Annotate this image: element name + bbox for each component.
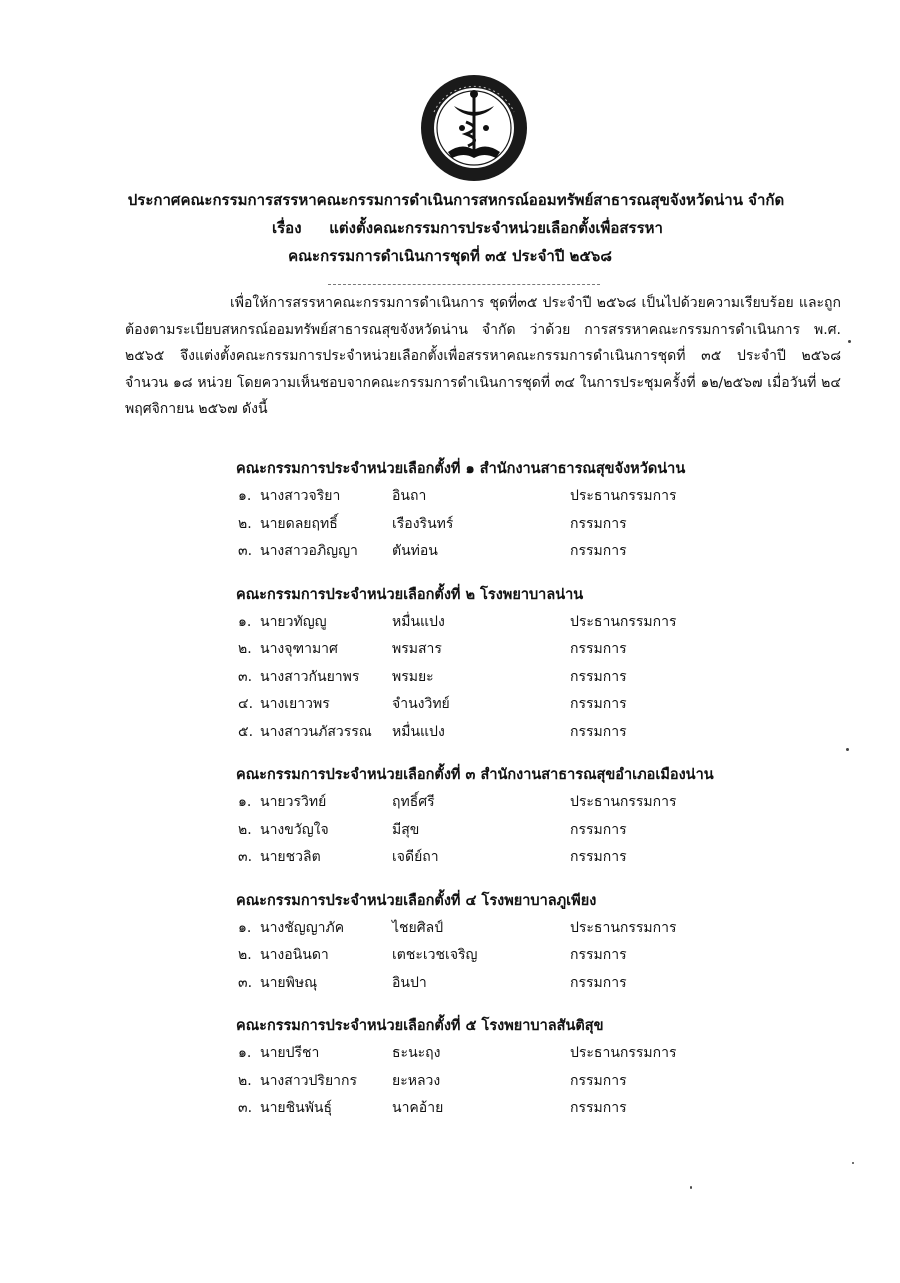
title-line-1: ประกาศคณะกรรมการสรรหาคณะกรรมการดำเนินการสหกรณ์ออมทรัพย์สาธารณสุขจังหวัดน่าน จำกัด: [127, 191, 785, 209]
member-number: ๑.: [238, 919, 252, 936]
member-number: ๑.: [238, 613, 252, 630]
member-row: [0, 483, 900, 511]
member-first-name: นายวรวิทย์: [260, 794, 327, 810]
member-role: กรรมการ: [570, 543, 627, 559]
member-first-name: นางอนินดา: [260, 947, 329, 963]
member-first-name: นางขวัญใจ: [260, 821, 329, 838]
member-first-name: นางเยาวพร: [260, 696, 330, 712]
member-role: ประธานกรรมการ: [570, 488, 677, 504]
member-role: กรรมการ: [570, 1072, 627, 1089]
member-number: ๕.: [238, 723, 254, 740]
dashed-divider: [328, 284, 600, 285]
committee-unit-3: [0, 762, 900, 872]
member-row: [0, 789, 900, 817]
member-first-name: นายวทัญญู: [260, 613, 327, 630]
member-first-name: นางจุฑามาศ: [260, 641, 338, 657]
scan-speck: [852, 1162, 854, 1164]
member-last-name: ไชยศิลป์: [392, 919, 444, 936]
unit-title: คณะกรรมการประจำหน่วยเลือกตั้งที่ ๑ สำนักงานสาธารณสุขจังหวัดน่าน: [236, 461, 686, 477]
intro-section: [125, 290, 841, 423]
member-first-name: นางสาวกันยาพร: [260, 668, 360, 685]
member-last-name: เจดีย์ถา: [392, 849, 439, 865]
cooperative-seal-logo: [418, 72, 530, 184]
member-role: กรรมการ: [570, 515, 627, 532]
committee-unit-1: [0, 456, 900, 566]
member-last-name: ยะหลวง: [392, 1072, 441, 1089]
unit-title: คณะกรรมการประจำหน่วยเลือกตั้งที่ ๒ โรงพยาบาลน่าน: [236, 586, 584, 603]
member-number: ๑.: [238, 794, 252, 810]
member-last-name: เรืองรินทร์: [392, 515, 454, 532]
subject-label: เรื่อง: [272, 219, 302, 237]
member-first-name: นางสาวจริยา: [260, 488, 341, 504]
member-role: กรรมการ: [570, 849, 627, 865]
member-last-name: อินถา: [392, 488, 427, 504]
member-last-name: นาคอ้าย: [392, 1100, 444, 1116]
member-role: กรรมการ: [570, 821, 627, 838]
member-number: ๒.: [238, 1072, 252, 1089]
member-first-name: นายชินพันธุ์: [260, 1100, 333, 1116]
member-role: กรรมการ: [570, 723, 627, 740]
unit-title: คณะกรรมการประจำหน่วยเลือกตั้งที่ ๕ โรงพยาบาลสันติสุข: [236, 1018, 604, 1034]
member-first-name: นางชัญญาภัค: [260, 919, 345, 936]
member-row: [0, 915, 900, 943]
member-last-name: ฤทธิ์ศรี: [392, 794, 435, 810]
member-last-name: อินปา: [392, 974, 427, 991]
member-role: ประธานกรรมการ: [570, 1045, 677, 1061]
member-number: ๑.: [238, 488, 252, 504]
member-row: [0, 1095, 900, 1123]
member-row: [0, 511, 900, 539]
title-subject-line: [0, 214, 900, 242]
committee-units: [0, 456, 900, 1139]
member-number: ๒.: [238, 821, 252, 838]
member-row: [0, 719, 900, 747]
member-last-name: ธะนะฤง: [392, 1045, 441, 1061]
member-role: กรรมการ: [570, 641, 627, 657]
scan-speck: [690, 1186, 692, 1189]
member-number: ๔.: [238, 696, 254, 712]
member-last-name: พรมสาร: [392, 641, 442, 657]
committee-unit-5: [0, 1013, 900, 1123]
member-first-name: นางสาวปริยากร: [260, 1072, 358, 1089]
member-role: ประธานกรรมการ: [570, 613, 677, 630]
member-last-name: พรมยะ: [392, 668, 434, 685]
member-role: กรรมการ: [570, 1100, 627, 1116]
committee-unit-2: [0, 582, 900, 747]
member-role: ประธานกรรมการ: [570, 794, 677, 810]
member-number: ๓.: [238, 849, 253, 865]
member-first-name: นายปรีชา: [260, 1045, 320, 1061]
member-row: [0, 942, 900, 970]
member-first-name: นายดลยฤทธิ์: [260, 515, 338, 532]
member-last-name: หมื่นแปง: [392, 723, 445, 740]
title-line-3: คณะกรรมการดำเนินการชุดที่ ๓๕ ประจำปี ๒๕๖๘: [288, 247, 612, 265]
scan-speck: [846, 748, 849, 751]
member-number: ๓.: [238, 668, 253, 685]
member-row: [0, 844, 900, 872]
member-number: ๓.: [238, 543, 253, 559]
member-number: ๒.: [238, 947, 252, 963]
member-role: กรรมการ: [570, 668, 627, 685]
member-number: ๓.: [238, 974, 253, 991]
member-role: กรรมการ: [570, 974, 627, 991]
member-number: ๑.: [238, 1045, 252, 1061]
member-row: [0, 817, 900, 845]
member-row: [0, 970, 900, 998]
member-first-name: นางสาวอภิญญา: [260, 543, 358, 559]
member-last-name: ตันท่อน: [392, 543, 438, 559]
unit-title: คณะกรรมการประจำหน่วยเลือกตั้งที่ ๔ โรงพยาบาลภูเพียง: [236, 892, 597, 909]
member-first-name: นางสาวนภัสวรรณ: [260, 723, 372, 740]
member-last-name: จำนงวิทย์: [392, 696, 450, 712]
member-row: [0, 1040, 900, 1068]
member-number: ๒.: [238, 515, 252, 532]
scan-speck: [848, 340, 851, 343]
member-row: [0, 538, 900, 566]
member-role: กรรมการ: [570, 696, 627, 712]
intro-paragraph: เพื่อให้การสรรหาคณะกรรมการดำเนินการ ชุดที่๓๕ ประจำปี ๒๕๖๘ เป็นไปด้วยความเรียบร้อย และถูกต้องตามระเบียบสหกรณ์ออมทรัพย์สาธารณสุขจังหวัดน่าน จำกัด ว่าด้วย การสรรหาคณะกรรมการดำเนินการ พ.ศ. ๒๕๖๕ จึงแต่งตั้งคณะกรรมการประจำหน่วยเลือกตั้งเพื่อสรรหาคณะกรรมการดำเนินการชุดที่ ๓๕ ประจำปี ๒๕๖๘ จำนวน ๑๘ หน่วย โดยความเห็นชอบจากคณะกรรมการดำเนินการชุดที่ ๓๔ ในการประชุมครั้งที่ ๑๒/๒๕๖๗ เมื่อวันที่ ๒๔ พฤศจิกายน ๒๕๖๗ ดังนี้: [125, 295, 841, 417]
member-last-name: หมื่นแปง: [392, 613, 445, 630]
member-role: กรรมการ: [570, 947, 627, 963]
member-row: [0, 691, 900, 719]
unit-title: คณะกรรมการประจำหน่วยเลือกตั้งที่ ๓ สำนักงานสาธารณสุขอำเภอเมืองน่าน: [236, 767, 714, 783]
committee-unit-4: [0, 888, 900, 998]
member-row: [0, 1068, 900, 1096]
member-row: [0, 636, 900, 664]
member-last-name: มีสุข: [392, 821, 420, 838]
member-first-name: นายพิษณุ: [260, 974, 318, 991]
member-number: ๓.: [238, 1100, 253, 1116]
member-last-name: เตชะเวชเจริญ: [392, 947, 478, 963]
member-role: ประธานกรรมการ: [570, 919, 677, 936]
member-row: [0, 609, 900, 637]
member-row: [0, 664, 900, 692]
member-first-name: นายชวลิต: [260, 849, 321, 865]
member-number: ๒.: [238, 641, 252, 657]
subject-text: แต่งตั้งคณะกรรมการประจำหน่วยเลือกตั้งเพื่อสรรหา: [329, 219, 663, 237]
announcement-title: [0, 186, 900, 270]
